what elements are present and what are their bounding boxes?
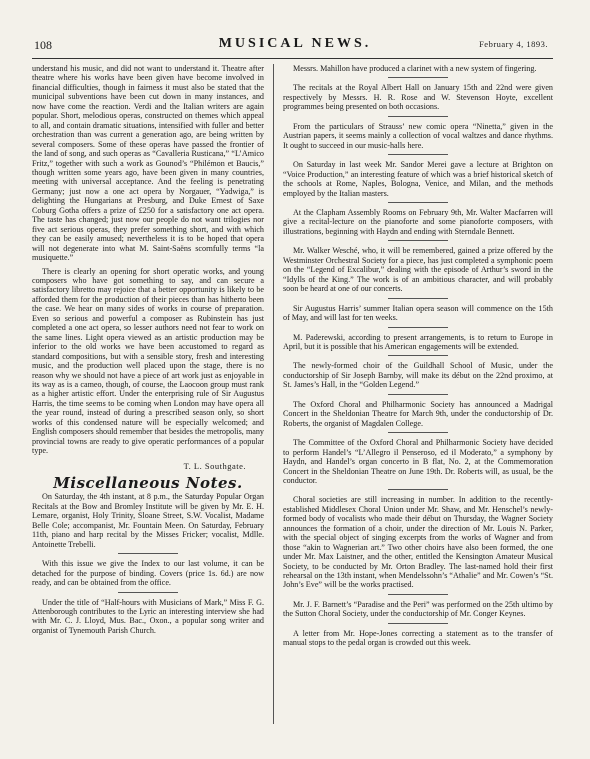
news-item: Mr. J. F. Barnett’s “Paradise and the Peri” was performed on the 25th ultimo by the Sutton Choral Society, under the conductorship of Mr. Conger Keynes.	[283, 599, 553, 619]
header-rule	[32, 58, 553, 59]
item-separator	[388, 116, 448, 117]
news-item: From the particulars of Strauss’ new comic opera “Ninetta,” given in the Austrian papers, it seems mainly a collection of vocal waltzes and dance rhythms. It ought to succeed in our music-halls here.	[283, 121, 553, 150]
news-item: On Saturday, the 4th instant, at 8 p.m., the Saturday Popular Organ Recitals at the Bow and Bromley Institute will be given by Mr. E. H. Lemare, organist, Holy Trinity, Sloane Street, S.W. Vocalist, Madame Belle Cole; accompanist, Mr. Fountain Meen. On Saturday, February 11th, piano and harp recital by the Misses Fricker; vocalist, Mdlle. Antoinette Trebelli.	[32, 492, 264, 549]
item-separator	[388, 489, 448, 490]
item-separator	[388, 240, 448, 241]
journal-title: MUSICAL NEWS.	[218, 36, 372, 51]
item-separator	[388, 154, 448, 155]
page-header	[0, 36, 590, 56]
item-separator	[388, 77, 448, 78]
item-separator	[118, 553, 178, 554]
article-paragraph: There is clearly an opening for short operatic works, and young composers who have got something to say, and can secure a satisfactory libretto may rejoice that a better opportunity is likely to be afforded them for the production of their pieces than has hitherto been the case. We hear on many sides of works in course of preparation. Even so serious and powerful a composer as Rubinstein has just completed a one act opera, so lesser authors need not fear to work on the same lines. Light opera viewed as an artistic production may be inferior to the old works we have been accustomed to regard as standard compositions, but with a sensible story, fresh and interesting music, and the production well placed upon the stage, there is no reason why we should not have a piece of art work just as enjoyable in its way as is a cameo, though, of course, the Laocoon group must rank as a higher artistic effort. Under the enterprising rule of Sir Augustus Harris, the time seems to be coming when London may have opera all the year round, instead of during a prescribed season only, so short works of this condensed nature will be especially welcomed; and English composers should remember that besides the metropolis, many provincial towns are ready to give operatic performances of a popular type.	[32, 266, 264, 456]
news-item: Choral societies are still increasing in number. In addition to the recently-established Middlesex Choral Union under Mr. Shaw, and Mr. Henschel’s newly-formed body of vocalists who made their début on Thursday, the Wagner Society announces the formation of a choir, under the direction of Mr. Louis N. Parker, with the special object of singing excerpts from the works of Wagner and from those “akin to Wagnerian art.” Two other choirs have also been formed, the one under Mr. Max Laistner, and the other, entitled the Kensington Amateur Musical Society, to be conducted by Mr. Orton Bradley. The last-named hold their first rehearsal on the 13th instant, when Mendelssohn’s “Athalie” and Mr. Cowen’s “St. John’s Eve” will be the works practised.	[283, 495, 553, 590]
item-separator	[388, 394, 448, 395]
news-item: Mr. Walker Wesché, who, it will be remembered, gained a prize offered by the Westminster Orchestral Society for a piece, has just completed a symphonic poem on the “Legend of Excalibur,” dealing with the episode of Arthur’s sword in the “Idylls of the King.” The work is of an ambitious character, and will probably soon be heard at one of our concerts.	[283, 246, 553, 294]
news-item: Sir Augustus Harris’ summer Italian opera season will commence on the 15th of May, and will last for ten weeks.	[283, 303, 553, 323]
news-item: The Oxford Choral and Philharmonic Society has announced a Madrigal Concert in the Sheldonian Theatre for March 9th, under the conductorship of Dr. Roberts, the organist of Magdalen College.	[283, 399, 553, 428]
news-item: Messrs. Mahillon have produced a clarinet with a new system of fingering.	[293, 64, 537, 73]
item-separator	[388, 594, 448, 595]
item-separator	[388, 623, 448, 624]
news-item: On Saturday in last week Mr. Sandor Merei gave a lecture at Brighton on “Voice Production,” an interesting feature of which was a brief historical sketch of the schools at Rome, Naples, Bologna, Venice, and Milan, and the methods employed by the Italian masters.	[283, 160, 553, 198]
issue-date: February 4, 1893.	[479, 39, 548, 49]
item-separator	[388, 327, 448, 328]
news-item: M. Paderewski, according to present arrangements, is to return to Europe in April, but it is possible that his American engagements will be extended.	[283, 332, 553, 351]
news-item: At the Clapham Assembly Rooms on February 9th, Mr. Walter Macfarren will give a recital-lecture on the pianoforte and some pianoforte composers, with illustrations, beginning with Haydn and ending with Sterndale Bennett.	[283, 207, 553, 236]
news-item: The newly-formed choir of the Guildhall School of Music, under the conductorship of Sir Joseph Barnby, will make its début on the 22nd proximo, at St. James’s Hall, in the “Golden Legend.”	[283, 361, 553, 390]
news-item: A letter from Mr. Hope-Jones correcting a statement as to the transfer of manual stops to the pedal organ is crowded out this week.	[283, 628, 553, 648]
news-item: With this issue we give the Index to our last volume, it can be detached for the purpose of binding. Covers (price 1s. 6d.) are now ready, and can be obtained from the office.	[32, 559, 264, 588]
section-heading: Miscellaneous Notes.	[53, 474, 243, 493]
item-separator	[388, 298, 448, 299]
news-item: The recitals at the Royal Albert Hall on January 15th and 22nd were given respectively by Messrs. H. R. Rose and W. Stevenson Hoyte, excellent programmes being presented on both occasions.	[283, 83, 553, 112]
news-item: Under the title of “Half-hours with Musicians of Mark,” Miss F. G. Attenborough contributes to the Lyric an interesting interview she had with Mr. C. J. Lloyd, Mus. Bac., Oxon., a popular song writer and organist of Tynemouth Parish Church.	[32, 597, 264, 635]
item-separator	[388, 202, 448, 203]
author-signature: T. L. Southgate.	[183, 460, 246, 471]
column-divider	[273, 64, 274, 724]
item-separator	[388, 355, 448, 356]
article-paragraph: understand his music, and did not want to understand it. Theatre after theatre where his works have been given have become involved in financial difficulties, though in fairness it must also be stated that the municipal subventions have been cut down in many instances, and now have come the reaction. Verdi and the Italian writers are again popular. Short, melodious operas, constructed on themes which appeal to all, and contain dramatic situations, intensified with fuller and better orchestration than was current a generation ago, are being written by several composers. Some of these operas have passed the frontier of the land of song, and such operas as “Cavalleria Rusticana,” “L’Amico Fritz,” together with such a work as Gounod’s “Philémon et Baucis,” though written some years ago, have been given in many countries, meeting with universal acceptance. And the feeling is penetrating Germany; just now a one act opera by Norgauer, “Yadwiga,” is delighting the Hungarians at Presburg, and Duke Ernest of Saxe Coburg Gotha offers a prize of £250 for a satisfactory one act opera. The taste has changed; just now our people do not want trilogies nor five act serious operas, they prefer something short, and with which they can be easily amused; nevertheless it is to be hoped that opera will not degenerate into what M. Saint-Saëns scornfully terms “la musiquette.”	[32, 64, 264, 263]
page-number: 108	[34, 38, 52, 52]
left-column	[32, 64, 264, 639]
item-separator	[118, 592, 178, 593]
news-item: The Committee of the Oxford Choral and Philharmonic Society have decided to perform Handel’s “L’Allegro il Penseroso, ed il Moderato,” a symphony by Haydn, and Handel’s organ concerto in B flat, No. 2, at the Commemoration Concert in the Sheldonian Theatre on June 19th. Dr. Roberts will, as usual, be the conductor.	[283, 438, 553, 485]
item-separator	[388, 432, 448, 433]
right-column	[283, 64, 553, 652]
